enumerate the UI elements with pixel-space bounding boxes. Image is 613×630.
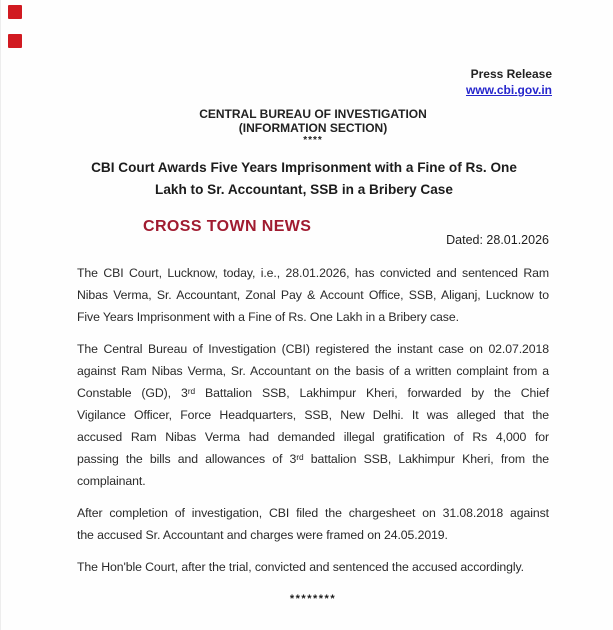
paragraph-4 xyxy=(77,556,549,578)
body-line: The Hon'ble Court, after the trial, convicted and sentenced the accused accordingly. xyxy=(77,560,524,574)
page-title xyxy=(65,157,543,200)
org-section: (INFORMATION SECTION) xyxy=(238,121,388,135)
header-separator: **** xyxy=(303,135,323,146)
body-line: Five Years Imprisonment with a Fine of Rs. One Lakh in a Bribery case. xyxy=(77,310,459,324)
meta-row xyxy=(77,218,549,250)
body-line: The Central Bureau of Investigation (CBI) registered the instant case on 02.07.2018 xyxy=(77,342,549,356)
org-name: CENTRAL BUREAU OF INVESTIGATION xyxy=(199,107,427,121)
broken-image-placeholder-icon xyxy=(8,5,22,19)
body-line: The CBI Court, Lucknow, today, i.e., 28.01.2026, has convicted and sentenced Ram xyxy=(77,266,549,280)
body-line: passing the bills and allowances of 3ʳᵈ battalion SSB, Lakhimpur Kheri, from the xyxy=(77,452,549,466)
body-line: Vigilance Officer, Force Headquarters, SSB, New Delhi. It was alleged that the xyxy=(77,408,549,422)
broken-image-placeholder-icon xyxy=(8,34,22,48)
org-header xyxy=(77,107,549,146)
title-line-1: CBI Court Awards Five Years Imprisonment with a Fine of Rs. One xyxy=(91,160,517,175)
body-line: After completion of investigation, CBI filed the chargesheet on 31.08.2018 against xyxy=(77,506,549,520)
body-line: complainant. xyxy=(77,474,146,488)
title-line-2: Lakh to Sr. Accountant, SSB in a Bribery Case xyxy=(155,181,453,197)
footer-separator: ******** xyxy=(289,593,337,605)
press-release-header xyxy=(466,66,552,98)
paragraph-2 xyxy=(77,338,549,492)
article-body xyxy=(77,262,549,610)
dated-label: Dated: 28.01.2026 xyxy=(446,233,549,247)
news-source-label: CROSS TOWN NEWS xyxy=(143,218,312,235)
press-release-label: Press Release xyxy=(470,67,552,81)
paragraph-3 xyxy=(77,502,549,546)
cbi-website-link[interactable]: www.cbi.gov.in xyxy=(465,83,552,97)
body-line: accused Ram Nibas Verma had demanded illegal gratification of Rs 4,000 for xyxy=(77,430,549,444)
body-line: Nibas Verma, Sr. Accountant, Zonal Pay & Account Office, SSB, Aliganj, Lucknow to xyxy=(77,288,549,302)
body-line: Constable (GD), 3ʳᵈ Battalion SSB, Lakhimpur Kheri, forwarded by the Chief xyxy=(77,386,549,400)
paragraph-1 xyxy=(77,262,549,328)
body-line: against Ram Nibas Verma, Sr. Accountant on the basis of a written complaint from a xyxy=(77,364,549,378)
body-line: the accused Sr. Accountant and charges were framed on 24.05.2019. xyxy=(77,528,448,542)
